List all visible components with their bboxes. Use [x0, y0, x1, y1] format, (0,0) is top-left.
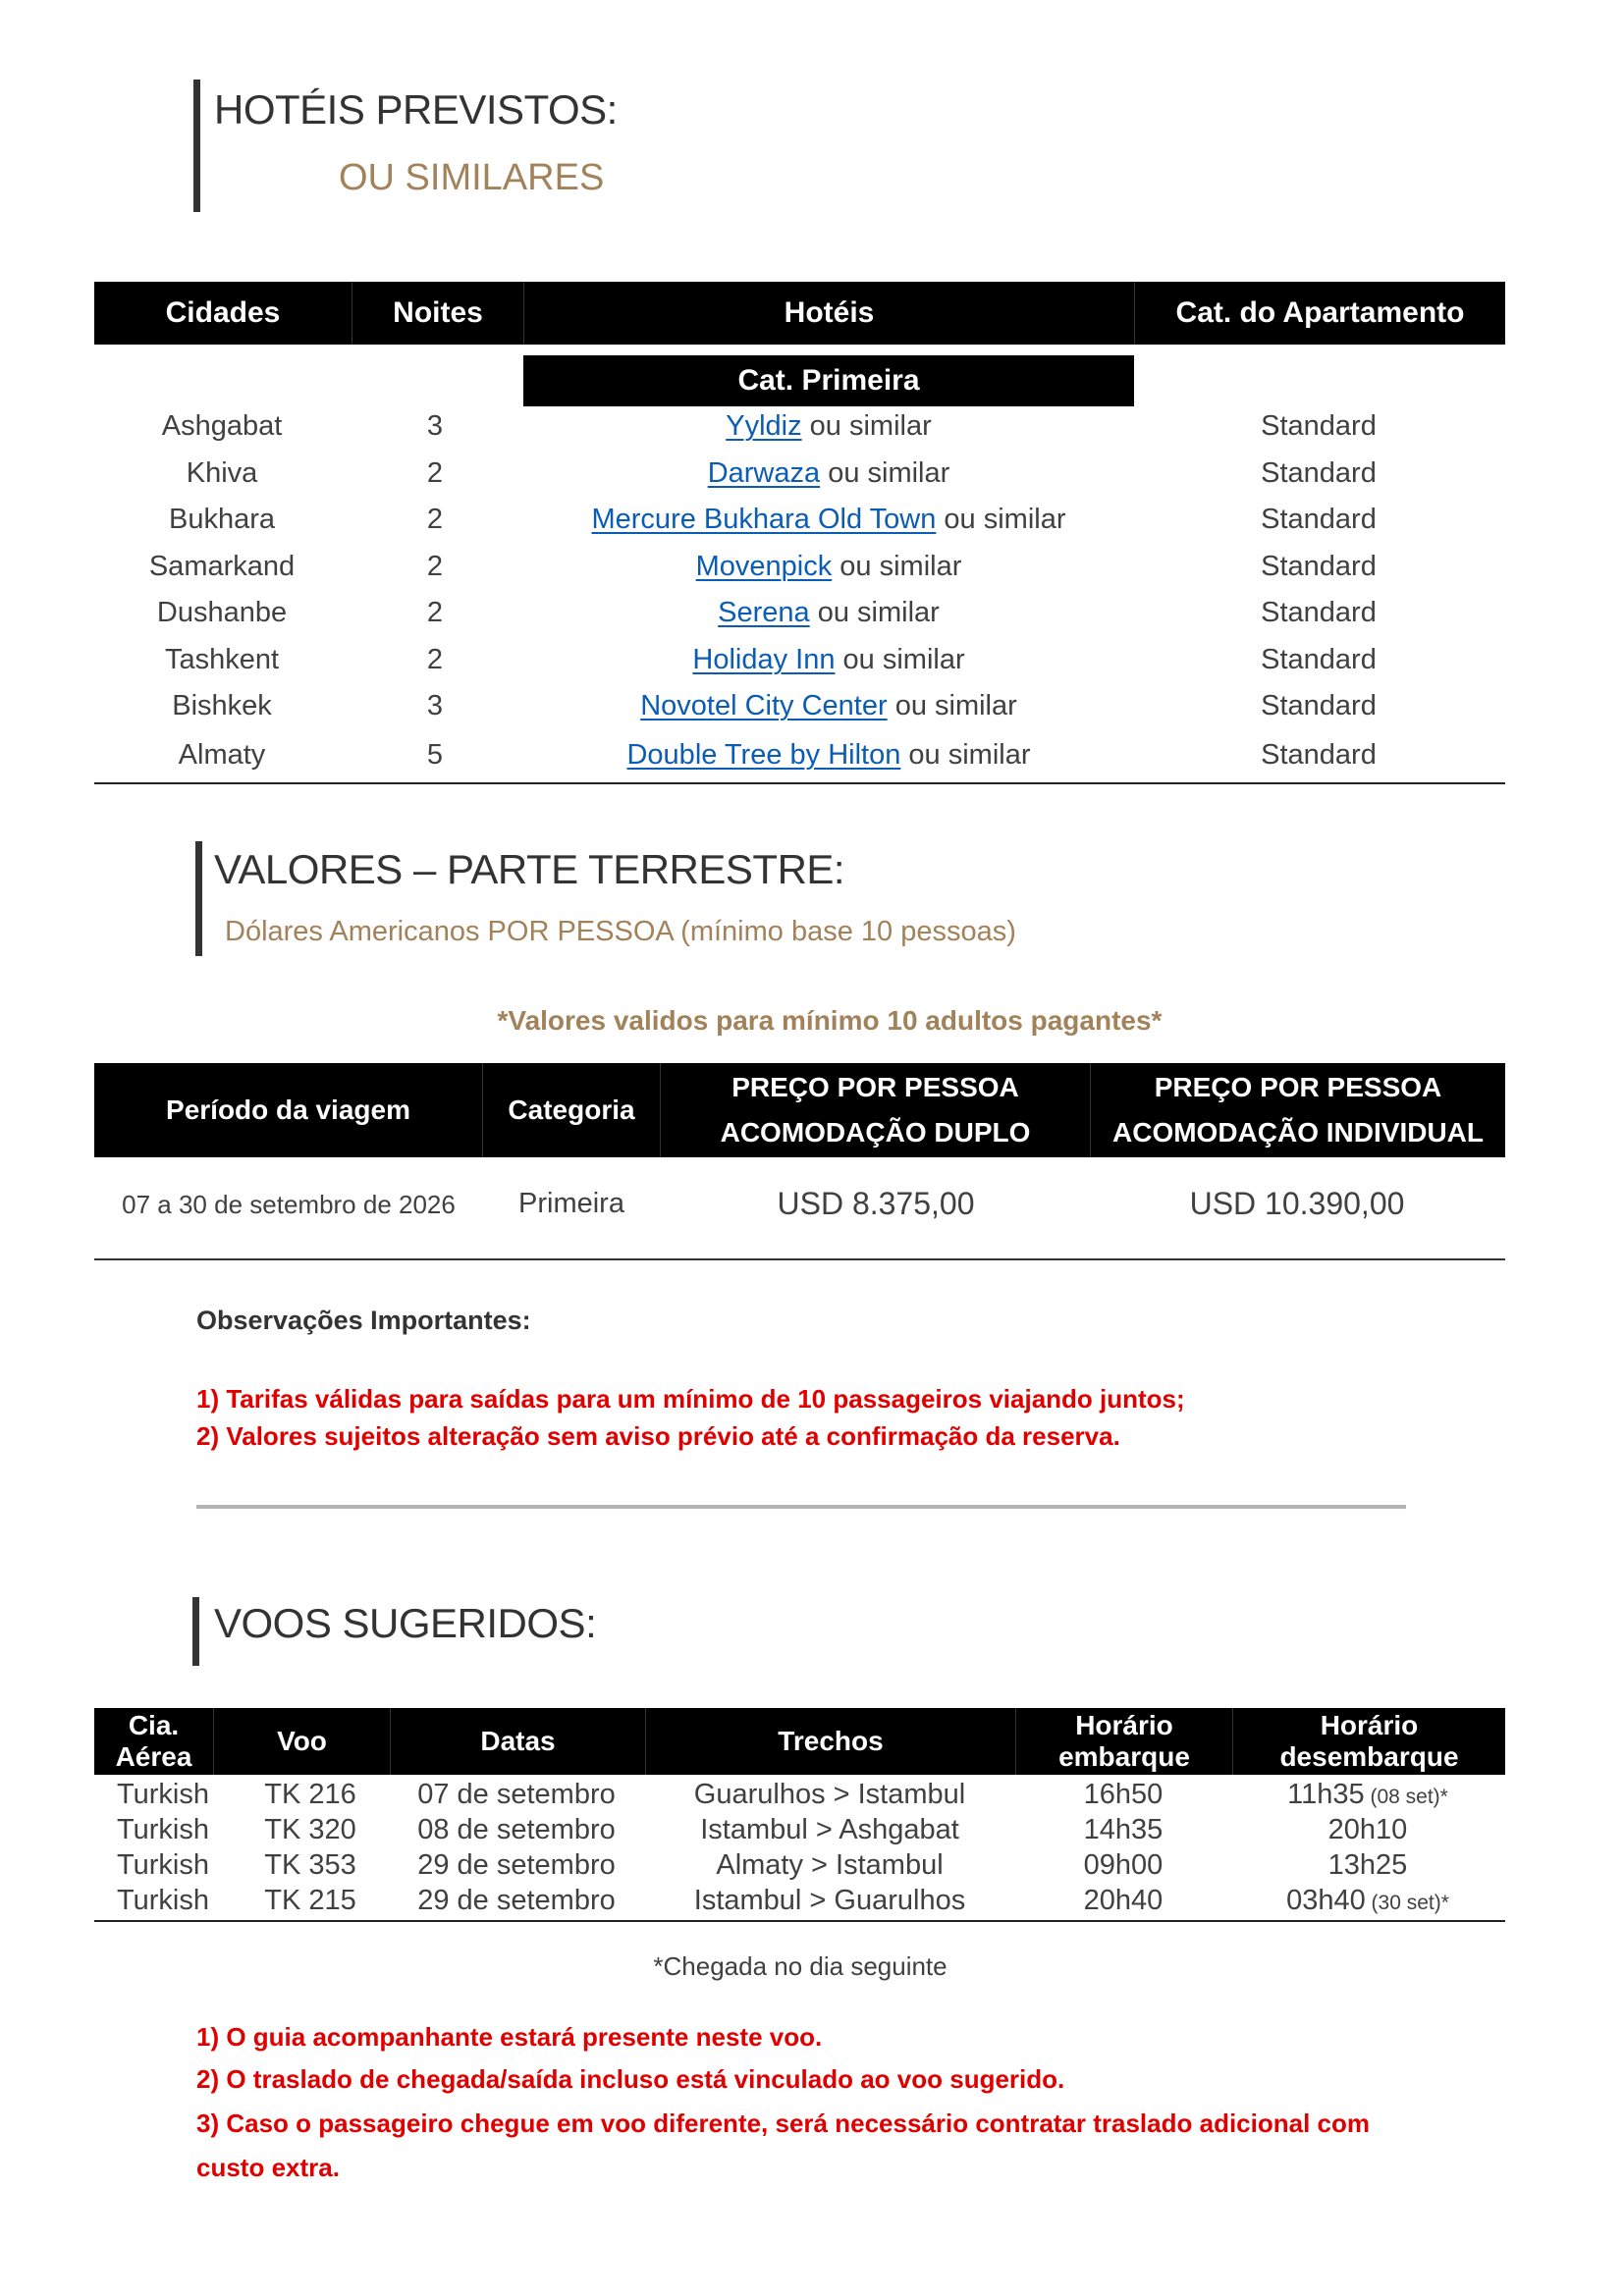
- flight-departure: 14h35: [1083, 1814, 1164, 1845]
- observation-2: 2) Valores sujeitos alteração sem aviso prévio até a confirmação da reserva.: [196, 1421, 1120, 1451]
- flights-title: VOOS SUGERIDOS:: [214, 1600, 597, 1646]
- flights-header-departure-line2: embarque: [1058, 1741, 1190, 1772]
- price-row-period: 07 a 30 de setembro de 2026: [122, 1190, 456, 1219]
- hotels-title: HOTÉIS PREVISTOS:: [214, 86, 618, 133]
- flights-header-departure: [1015, 1708, 1232, 1775]
- next-day-marker: *: [1440, 1892, 1449, 1914]
- hotel-link[interactable]: Holiday Inn: [692, 644, 836, 675]
- flight-route: Almaty > Istambul: [716, 1849, 944, 1881]
- flight-note-3: 3) Caso o passageiro chegue em voo diferente, será necessário contratar traslado adicional com: [196, 2109, 1370, 2138]
- flight-route: Istambul > Guarulhos: [693, 1885, 966, 1916]
- hotel-name-cell: [696, 551, 962, 583]
- prices-header-category: Categoria: [482, 1063, 660, 1157]
- prices-header-period: Período da viagem: [94, 1063, 482, 1157]
- category-label: Cat. Primeira: [523, 355, 1134, 406]
- hotel-nights: 2: [426, 597, 444, 628]
- flights-header-dates: Datas: [390, 1708, 645, 1775]
- hotel-city: Bukhara: [168, 504, 276, 535]
- hotel-link[interactable]: Double Tree by Hilton: [626, 739, 901, 771]
- flights-header-flight: Voo: [213, 1708, 390, 1775]
- hotel-name-cell: [718, 597, 940, 629]
- observation-1: 1) Tarifas válidas para saídas para um mínimo de 10 passageiros viajando juntos;: [196, 1384, 1185, 1414]
- hotel-name-cell: [726, 410, 932, 443]
- price-row-double: USD 8.375,00: [777, 1186, 975, 1221]
- hotel-room-category: Standard: [1261, 410, 1377, 442]
- flight-airline: Turkish: [117, 1885, 209, 1916]
- flight-arrival: 20h10: [1327, 1814, 1408, 1845]
- hotel-city: Dushanbe: [156, 597, 288, 628]
- flights-table-bottom-rule: [94, 1920, 1505, 1922]
- flight-note-1: 1) O guia acompanhante estará presente neste voo.: [196, 2022, 823, 2052]
- prices-header-single-line2: ACOMODAÇÃO INDIVIDUAL: [1112, 1117, 1484, 1148]
- flight-arrival: 11h35: [1287, 1779, 1365, 1810]
- price-row-category: Primeira: [518, 1188, 624, 1219]
- flight-arrival: 03h40: [1286, 1885, 1366, 1916]
- flight-arrival-cell: [1286, 1885, 1449, 1917]
- flight-arrival-cell: [1287, 1779, 1448, 1811]
- hotel-link[interactable]: Movenpick: [695, 551, 833, 582]
- hotel-suffix: ou similar: [832, 551, 962, 582]
- next-day-marker: *: [1439, 1786, 1448, 1808]
- section-accent-bar: [193, 80, 200, 212]
- hotel-suffix: ou similar: [887, 690, 1017, 721]
- hotel-name-cell: [640, 690, 1017, 722]
- flight-number: TK 320: [264, 1814, 356, 1845]
- hotels-header-cidades: Cidades: [94, 282, 352, 345]
- hotel-link[interactable]: Mercure Bukhara Old Town: [591, 504, 937, 535]
- flight-date: 29 de setembro: [417, 1885, 616, 1916]
- flights-header-airline-line1: Cia.: [128, 1710, 180, 1740]
- hotel-suffix: ou similar: [820, 457, 950, 489]
- flight-arrival-date-note: (30 set): [1365, 1892, 1441, 1914]
- prices-header-double-line1: PREÇO POR PESSOA: [731, 1072, 1019, 1102]
- hotel-room-category: Standard: [1261, 739, 1377, 771]
- hotels-table-bottom-rule: [94, 782, 1505, 784]
- prices-subtitle: Dólares Americanos POR PESSOA (mínimo base 10 pessoas): [225, 916, 1016, 947]
- hotel-room-category: Standard: [1261, 504, 1377, 535]
- hotel-name-cell: [692, 644, 964, 676]
- hotels-header-hoteis: Hotéis: [523, 282, 1134, 345]
- hotels-subtitle: OU SIMILARES: [339, 157, 605, 198]
- flight-airline: Turkish: [117, 1779, 209, 1810]
- hotel-city: Tashkent: [164, 644, 280, 675]
- flights-header-route: Trechos: [645, 1708, 1015, 1775]
- flights-header-airline: [94, 1708, 213, 1775]
- hotel-room-category: Standard: [1261, 690, 1377, 721]
- hotel-suffix: ou similar: [900, 739, 1031, 771]
- flight-arrival-cell: [1328, 1849, 1408, 1882]
- price-row-single: USD 10.390,00: [1189, 1186, 1405, 1221]
- flight-airline: Turkish: [117, 1814, 209, 1845]
- prices-table-bottom-rule: [94, 1258, 1505, 1260]
- hotel-city: Bishkek: [172, 690, 272, 721]
- flight-route: Istambul > Ashgabat: [700, 1814, 959, 1845]
- flight-arrival-cell: [1328, 1814, 1408, 1846]
- hotel-room-category: Standard: [1261, 597, 1377, 628]
- flight-airline: Turkish: [117, 1849, 209, 1881]
- hotel-nights: 3: [426, 690, 444, 721]
- flight-number: TK 215: [264, 1885, 356, 1916]
- section-accent-bar: [192, 1597, 199, 1666]
- hotel-room-category: Standard: [1261, 644, 1377, 675]
- flight-date: 07 de setembro: [417, 1779, 616, 1810]
- flight-number: TK 216: [264, 1779, 356, 1810]
- flight-arrival: 13h25: [1327, 1849, 1408, 1881]
- hotel-suffix: ou similar: [835, 644, 965, 675]
- prices-header-double: [660, 1063, 1090, 1157]
- hotel-room-category: Standard: [1261, 551, 1377, 582]
- prices-title: VALORES – PARTE TERRESTRE:: [214, 846, 845, 892]
- flight-route: Guarulhos > Istambul: [693, 1779, 966, 1810]
- hotel-suffix: ou similar: [936, 504, 1066, 535]
- hotel-name-cell: [708, 457, 950, 490]
- flight-number: TK 353: [264, 1849, 356, 1881]
- hotel-city: Almaty: [178, 739, 266, 771]
- flight-departure: 09h00: [1083, 1849, 1164, 1881]
- flights-header-arrival-line1: Horário: [1320, 1710, 1419, 1740]
- flights-header-departure-line1: Horário: [1075, 1710, 1173, 1740]
- flights-footnote: *Chegada no dia seguinte: [653, 1951, 947, 1981]
- flights-header-arrival-line2: desembarque: [1279, 1741, 1459, 1772]
- hotel-link[interactable]: Serena: [718, 597, 810, 628]
- section-accent-bar: [195, 841, 202, 956]
- hotel-link[interactable]: Yyldiz: [726, 410, 802, 442]
- flight-note-2: 2) O traslado de chegada/saída incluso está vinculado ao voo sugerido.: [196, 2064, 1065, 2094]
- flights-header-arrival: [1232, 1708, 1505, 1775]
- hotel-link[interactable]: Novotel City Center: [640, 690, 888, 721]
- flights-header-airline-line2: Aérea: [115, 1741, 192, 1772]
- hotel-room-category: Standard: [1261, 457, 1377, 489]
- hotel-nights: 2: [426, 504, 444, 535]
- flight-arrival-date-note: (08 set): [1364, 1786, 1440, 1808]
- prices-header-single: [1090, 1063, 1505, 1157]
- observations-title: Observações Importantes:: [196, 1306, 531, 1335]
- prices-header-double-line2: ACOMODAÇÃO DUPLO: [720, 1117, 1031, 1148]
- section-divider: [196, 1505, 1406, 1509]
- flight-date: 29 de setembro: [417, 1849, 616, 1881]
- hotels-header-noites: Noites: [352, 282, 523, 345]
- hotel-nights: 3: [426, 410, 444, 442]
- hotel-name-cell: [591, 504, 1065, 536]
- hotel-suffix: ou similar: [809, 597, 940, 628]
- prices-validity-note: *Valores validos para mínimo 10 adultos pagantes*: [497, 1005, 1163, 1036]
- hotel-name-cell: [626, 739, 1030, 772]
- flight-note-3-continued: custo extra.: [196, 2153, 340, 2182]
- flight-departure: 16h50: [1083, 1779, 1164, 1810]
- hotel-nights: 2: [426, 551, 444, 582]
- prices-header-single-line1: PREÇO POR PESSOA: [1154, 1072, 1442, 1102]
- hotels-header-categoria: Cat. do Apartamento: [1134, 282, 1505, 345]
- hotel-suffix: ou similar: [801, 410, 932, 442]
- hotel-city: Samarkand: [148, 551, 296, 582]
- hotel-nights: 5: [426, 739, 444, 771]
- hotel-city: Khiva: [186, 457, 258, 489]
- flight-date: 08 de setembro: [417, 1814, 616, 1845]
- hotel-link[interactable]: Darwaza: [707, 457, 821, 489]
- hotel-nights: 2: [426, 457, 444, 489]
- flight-departure: 20h40: [1083, 1885, 1164, 1916]
- hotel-city: Ashgabat: [161, 410, 283, 442]
- hotel-nights: 2: [426, 644, 444, 675]
